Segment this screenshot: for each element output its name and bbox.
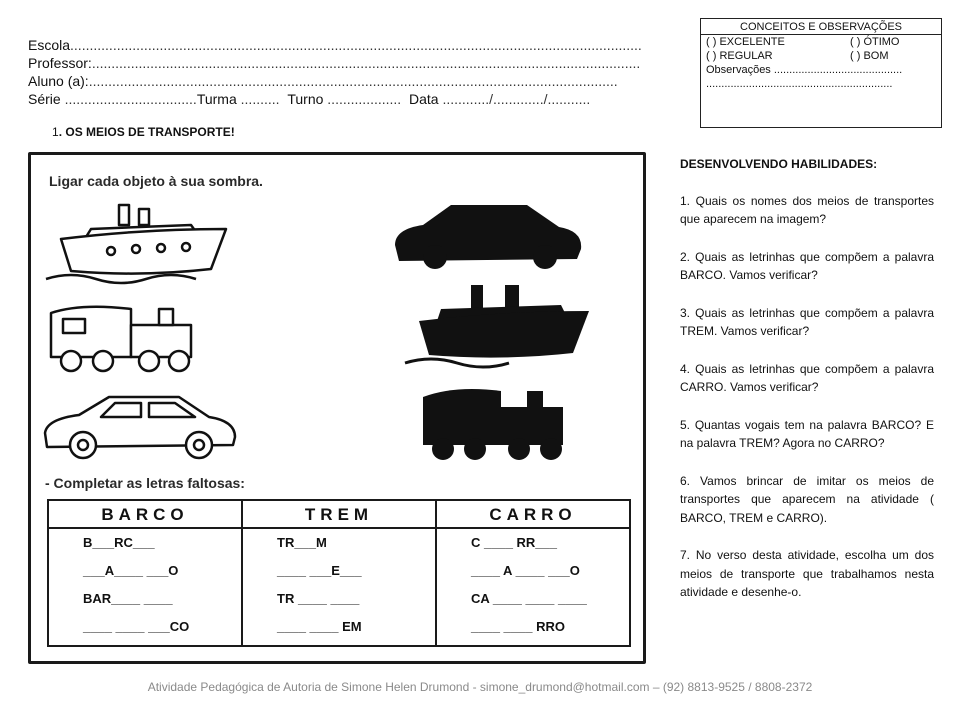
class-dots: .......... [236,91,280,107]
student-label: Aluno (a): [28,73,89,89]
question-item: 6. Vamos brincar de imitar os meios de transportes que aparecem na atividade ( BARCO, TREM e CARRO). [680,473,934,525]
letters-table [47,499,631,647]
table-row: ____ ___E___ [277,563,362,578]
table-row: ____ A ____ ___O [471,563,580,578]
student-line [28,72,680,90]
question-item: 2. Quais as letrinhas que compõem a palavra BARCO. Vamos verificar? [680,249,934,282]
car-illustration [39,389,239,461]
grade-dots: .................................. [60,91,197,107]
section-heading: . OS MEIOS DE TRANSPORTE! [58,125,235,139]
observations-line: Observações .......................................... [706,64,903,76]
table-row: ___A____ ___O [83,563,179,578]
table-row: B___RC___ [83,535,155,550]
table-row: TR___M [277,535,327,550]
concepts-row-2 [701,49,941,63]
section-title [52,125,235,139]
skills-questions [680,155,934,621]
table-row: ____ ____ RRO [471,619,565,634]
boat-illustration [41,199,241,289]
school-label: Escola [28,37,71,53]
column-header: BARCO [49,501,241,529]
section-number: 1 [52,125,59,139]
table-row: ____ ____ EM [277,619,362,634]
teacher-line [28,54,680,72]
complete-instruction: - Completar as letras faltosas: [45,475,245,491]
train-shadow [415,383,585,465]
match-instruction: Ligar cada objeto à sua sombra. [49,173,263,189]
school-dots: ................................................................................................................................................... [70,37,642,53]
column-header: CARRO [437,501,629,529]
train-illustration [41,301,221,377]
column-carro [437,501,629,645]
column-header: TREM [243,501,435,529]
concepts-box [700,18,942,128]
date-dots: ............/............./........... [438,91,591,107]
question-item: 3. Quais as letrinhas que compõem a palavra TREM. Vamos verificar? [680,305,934,338]
school-line [28,36,680,54]
questions-title: DESENVOLVENDO HABILIDADES: [680,157,878,171]
question-item: 1. Quais os nomes dos meios de transportes que aparecem na imagem? [680,193,934,226]
table-row: BAR____ ____ [83,591,173,606]
table-row: TR ____ ____ [277,591,360,606]
grade-line [28,90,680,108]
table-row: ____ ____ ___CO [83,619,190,634]
option-otimo: ( ) ÓTIMO [850,36,900,48]
boat-shadow [401,281,601,371]
grade-label: Série [28,91,61,107]
concepts-title: CONCEITOS E OBSERVAÇÕES [701,19,941,35]
teacher-dots: ............................................................................................................................................. [91,55,641,71]
author-footer: Atividade Pedagógica de Autoria de Simone Helen Drumond - simone_drumond@hotmail.com – (92) 8813-9525 / 8808-2372 [147,680,813,694]
column-barco [49,501,243,645]
concepts-row-1 [701,35,941,49]
option-regular: ( ) REGULAR [706,50,773,62]
column-trem [243,501,437,645]
question-item: 7. No verso desta atividade, escolha um dos meios de transporte que trabalhamos nesta atividade e desenhe-o. [680,548,934,599]
worksheet-frame [28,152,646,664]
class-label: Turma [196,91,237,107]
shift-label: Turno [287,91,324,107]
question-item: 4. Quais as letrinhas que compõem a palavra CARRO. Vamos verificar? [680,361,934,394]
observations-line-2: ............................................................. [706,78,893,90]
car-shadow [387,199,587,269]
student-dots: ........................................................................................................................................ [88,73,618,89]
option-bom: ( ) BOM [850,50,889,62]
date-label: Data [408,91,439,107]
option-excelente: ( ) EXCELENTE [706,36,785,48]
teacher-label: Professor: [28,55,92,71]
shift-dots: ................... [323,91,402,107]
table-row: CA ____ ____ ____ [471,591,587,606]
question-item: 5. Quantas vogais tem na palavra BARCO? E na palavra TREM? Agora no CARRO? [680,417,934,450]
table-row: C ____ RR___ [471,535,557,550]
